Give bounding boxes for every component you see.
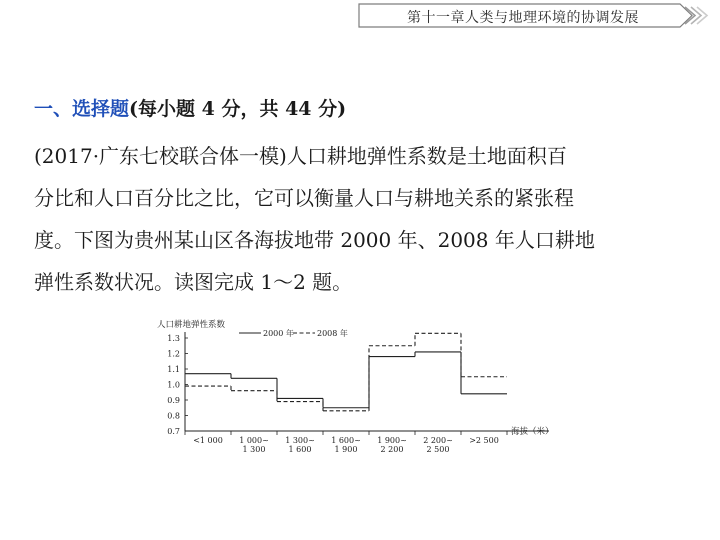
x-tick-label: 2 200: [380, 445, 404, 454]
y-axis-title: 人口耕地弹性系数: [157, 320, 226, 330]
x-tick-label: 2 200~: [423, 436, 453, 445]
question-line: 度。下图为贵州某山区各海拔地带 2000 年、2008 年人口耕地: [34, 228, 595, 252]
x-tick-label: 1 600~: [331, 436, 361, 445]
x-tick-label: 1 300~: [285, 436, 315, 445]
section-heading: [34, 94, 346, 121]
x-tick-label: <1 000: [193, 436, 223, 445]
y-tick-label: 1.0: [167, 380, 180, 390]
section-number-label: 一、选择题: [34, 98, 130, 120]
question-line: 分比和人口百分比之比，它可以衡量人口与耕地关系的紧张程: [34, 186, 574, 210]
question-line: 弹性系数状况。读图完成 1～2 题。: [34, 270, 353, 294]
x-axis-title: 海拔（米）: [511, 427, 554, 437]
x-tick-label: >2 500: [469, 436, 499, 445]
y-tick-label: 1.1: [167, 365, 180, 374]
chapter-header-tab: [358, 3, 714, 28]
chapter-title: 第十一章人类与地理环境的协调发展: [407, 10, 639, 26]
legend-label: 2000 年: [263, 329, 294, 338]
y-tick-label: 1.2: [167, 349, 180, 359]
x-tick-label: 1 000~: [239, 436, 269, 445]
y-tick-label: 0.9: [167, 396, 180, 405]
y-tick-label: 1.3: [167, 334, 180, 343]
x-tick-label: 1 600: [288, 445, 312, 454]
x-tick-label: 2 500: [426, 445, 450, 454]
question-text: [34, 135, 684, 303]
section-score-note: (每小题 4 分，共 44 分): [129, 98, 347, 120]
x-tick-label: 1 900~: [377, 436, 407, 445]
elasticity-chart: [155, 316, 560, 462]
question-line: (2017·广东七校联合体一模)人口耕地弹性系数是土地面积百: [34, 144, 567, 168]
y-tick-label: 0.7: [167, 427, 180, 436]
x-tick-label: 1 300: [242, 445, 266, 454]
legend-label: 2008 年: [317, 329, 348, 338]
x-tick-label: 1 900: [334, 445, 358, 454]
y-tick-label: 0.8: [167, 411, 180, 421]
